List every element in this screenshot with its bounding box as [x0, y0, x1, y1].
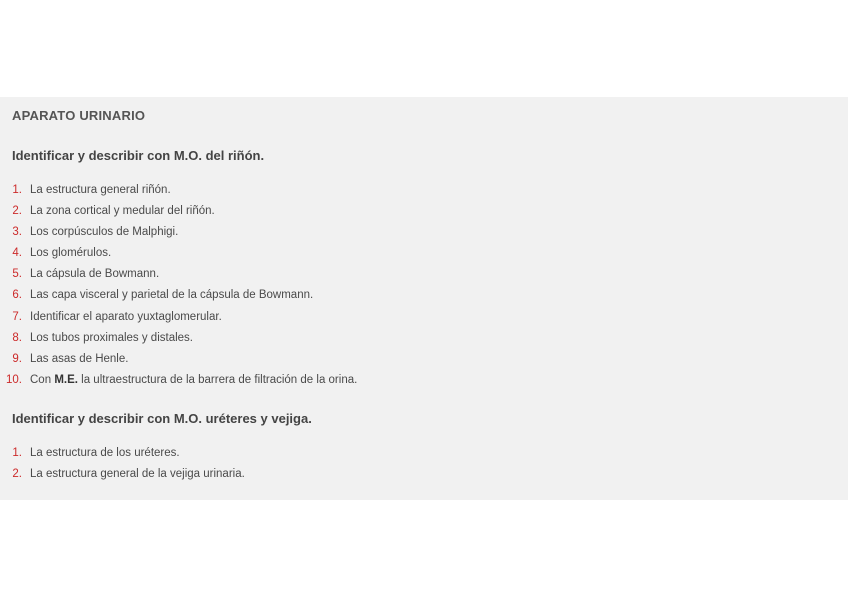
list-text: La cápsula de Bowmann. — [30, 268, 160, 281]
list-number: 9. — [12, 352, 22, 365]
list-number: 10. — [6, 373, 22, 386]
list-number: 2. — [12, 468, 22, 481]
ureters-objectives-list — [0, 446, 245, 488]
list-number: 8. — [12, 331, 22, 344]
section-heading-kidney: Identificar y describir con M.O. del riñón. — [12, 148, 265, 163]
list-text: Los corpúsculos de Malphigi. — [30, 226, 179, 239]
list-item — [0, 204, 357, 225]
list-text: La estructura general riñón. — [30, 184, 171, 196]
list-item — [0, 446, 245, 467]
list-number: 6. — [12, 289, 22, 302]
list-item — [0, 267, 357, 288]
list-item — [0, 288, 357, 309]
list-item — [0, 225, 357, 246]
list-item — [0, 331, 357, 352]
list-text: Las capa visceral y parietal de la cápsula de Bowmann. — [30, 289, 314, 302]
list-number: 1. — [12, 447, 22, 459]
list-text: Los tubos proximales y distales. — [30, 331, 193, 344]
list-text: Las asas de Henle. — [30, 352, 129, 365]
list-item — [0, 310, 357, 331]
kidney-objectives-list — [0, 183, 357, 394]
list-item — [0, 467, 245, 488]
list-item — [0, 246, 357, 267]
list-text: La zona cortical y medular del riñón. — [30, 205, 215, 218]
list-number: 5. — [12, 268, 22, 281]
list-item — [0, 352, 357, 373]
list-text: la ultraestructura de la barrera de filtración de la orina. — [81, 373, 358, 386]
list-item — [0, 373, 357, 394]
page-title: APARATO URINARIO — [12, 108, 146, 123]
list-text: La estructura general de la vejiga urinaria. — [30, 468, 245, 481]
list-item — [0, 183, 357, 204]
list-prefix: Con — [30, 373, 52, 386]
list-text: Los glomérulos. — [30, 247, 112, 260]
list-number: 4. — [12, 247, 22, 260]
list-number: 1. — [12, 184, 22, 196]
section-heading-ureters: Identificar y describir con M.O. uréteres y vejiga. — [12, 411, 312, 426]
list-number: 2. — [12, 205, 22, 218]
list-text: Identificar el aparato yuxtaglomerular. — [30, 310, 222, 323]
list-text: La estructura de los uréteres. — [30, 447, 180, 459]
list-number: 7. — [12, 310, 22, 323]
list-number: 3. — [12, 226, 22, 239]
list-bold-term: M.E. — [54, 373, 78, 386]
